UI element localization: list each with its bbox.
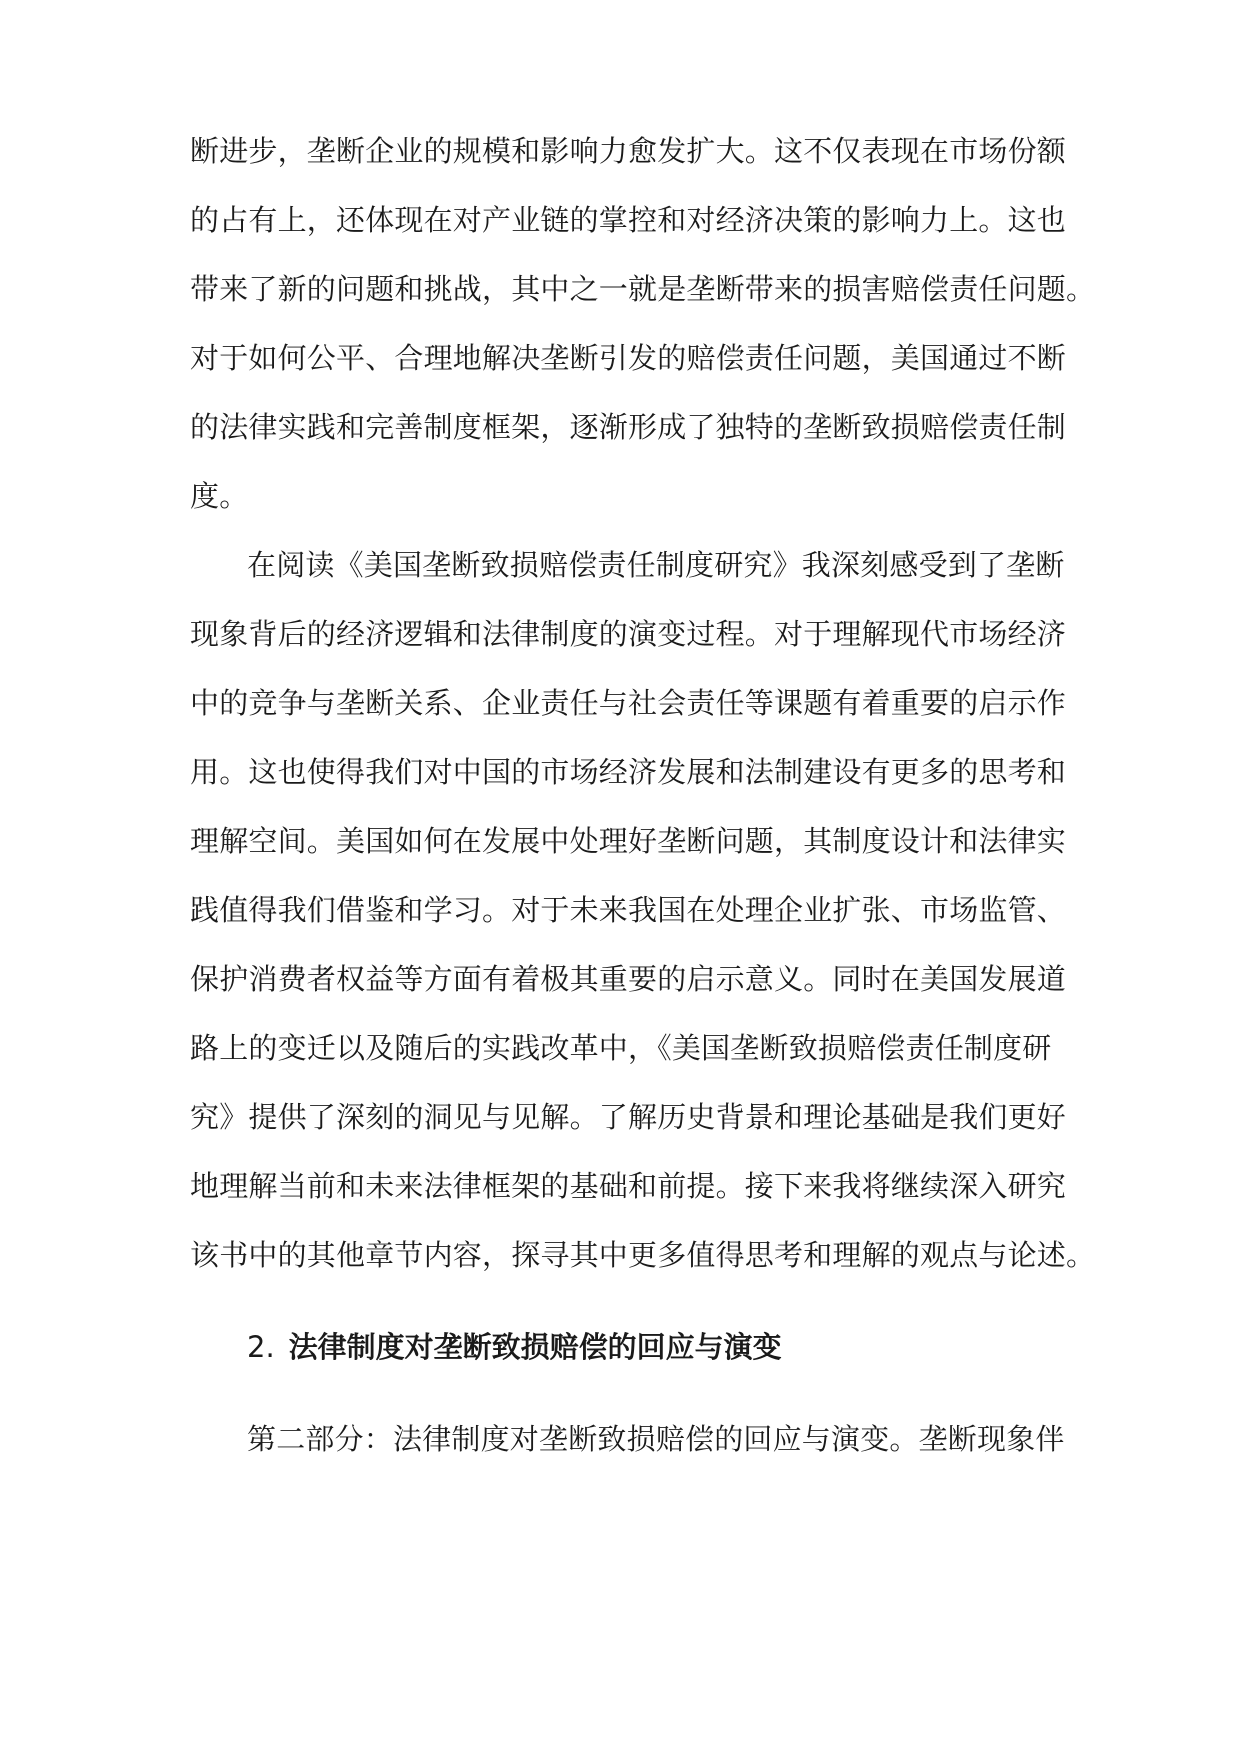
paragraph-line: 中的竞争与垄断关系、企业责任与社会责任等课题有着重要的启示作 [190,686,1067,720]
paragraph-line: 践值得我们借鉴和学习。对于未来我国在处理企业扩张、市场监管、 [190,893,1067,927]
paragraph-line: 第二部分：法律制度对垄断致损赔偿的回应与演变。垄断现象伴 [247,1422,1065,1456]
paragraph-line: 保护消费者权益等方面有着极其重要的启示意义。同时在美国发展道 [190,962,1067,996]
paragraph-line: 现象背后的经济逻辑和法律制度的演变过程。对于理解现代市场经济 [190,617,1067,651]
paragraph-line: 的占有上，还体现在对产业链的掌控和对经济决策的影响力上。这也 [190,203,1067,237]
paragraph-line: 度。 [190,479,249,513]
paragraph-line: 究》提供了深刻的洞见与见解。了解历史背景和理论基础是我们更好 [190,1100,1067,1134]
paragraph-line: 断进步，垄断企业的规模和影响力愈发扩大。这不仅表现在市场份额 [190,134,1067,168]
paragraph-line: 地理解当前和未来法律框架的基础和前提。接下来我将继续深入研究 [190,1169,1067,1203]
section-title: 法律制度对垄断致损赔偿的回应与演变 [288,1330,782,1364]
paragraph-line: 路上的变迁以及随后的实践改革中，《美国垄断致损赔偿责任制度研 [190,1031,1052,1065]
paragraph-line: 的法律实践和完善制度框架，逐渐形成了独特的垄断致损赔偿责任制 [190,410,1067,444]
section-heading [247,1329,782,1365]
paragraph-line: 对于如何公平、合理地解决垄断引发的赔偿责任问题，美国通过不断 [190,341,1067,375]
paragraph-line: 在阅读《美国垄断致损赔偿责任制度研究》我深刻感受到了垄断 [247,548,1065,582]
section-number: 2. [247,1330,275,1364]
paragraph-line: 带来了新的问题和挑战，其中之一就是垄断带来的损害赔偿责任问题。 [190,272,1096,306]
paragraph-line: 理解空间。美国如何在发展中处理好垄断问题，其制度设计和法律实 [190,824,1067,858]
paragraph-line: 该书中的其他章节内容，探寻其中更多值得思考和理解的观点与论述。 [190,1238,1096,1272]
paragraph-line: 用。这也使得我们对中国的市场经济发展和法制建设有更多的思考和 [190,755,1067,789]
